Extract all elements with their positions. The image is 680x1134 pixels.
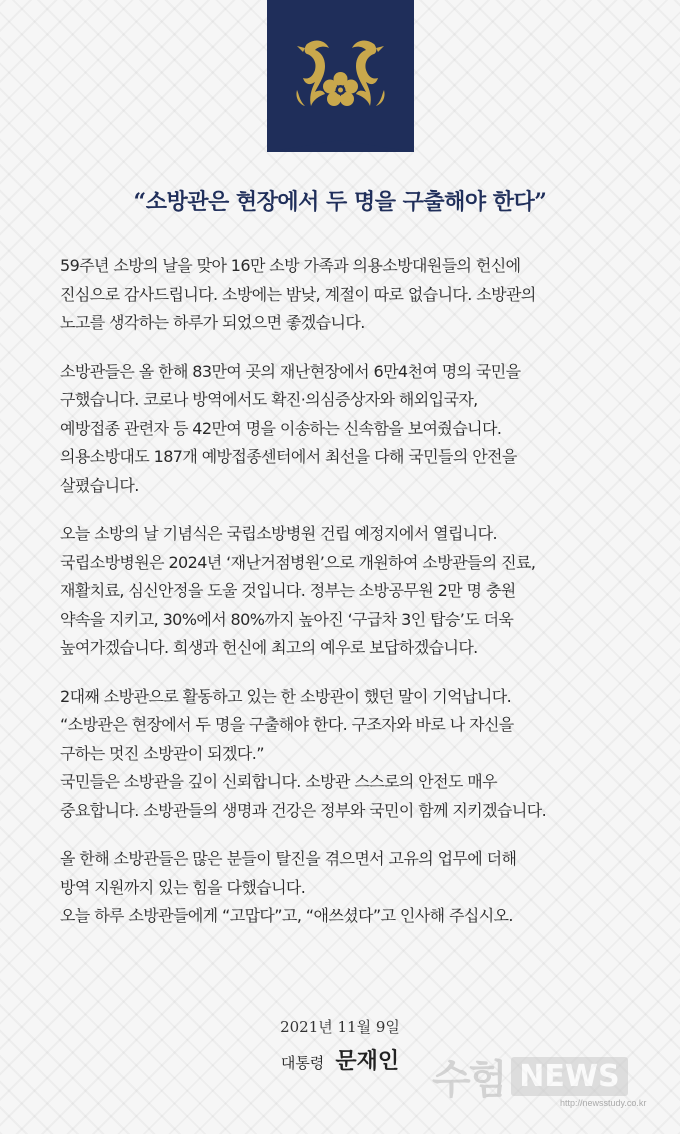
text-line: 재활치료, 심신안정을 도울 것입니다. 정부는 소방공무원 2만 명 충원 xyxy=(60,581,516,600)
text-line: 높여가겠습니다. 희생과 헌신에 최고의 예우로 보답하겠습니다. xyxy=(60,638,478,657)
text-line: 국립소방병원은 2024년 ‘재난거점병원’으로 개원하여 소방관들의 진료, xyxy=(60,552,536,572)
text-line: 소방관들은 올 한해 83만여 곳의 재난현장에서 6만4천여 명의 국민을 xyxy=(60,361,521,381)
text-line: 국민들은 소방관을 깊이 신뢰합니다. 소방관 스스로의 안전도 매우 xyxy=(60,772,498,791)
text-line: 오늘 하루 소방관들에게 “고맙다”고, “애쓰셨다”고 인사해 주십시오. xyxy=(60,906,513,925)
watermark-logo xyxy=(432,1046,628,1106)
watermark-brand-ko: 수험 xyxy=(432,1056,506,1103)
text-line: 올 한해 소방관들은 많은 분들이 탈진을 겪으면서 고유의 업무에 더해 xyxy=(60,849,517,868)
text-line: 구했습니다. 코로나 방역에서도 확진·의심증상자와 해외입국자, xyxy=(60,390,478,409)
presidential-phoenix-emblem-icon xyxy=(267,0,414,152)
text-line: 약속을 지키고, 30%에서 80%까지 높아진 ‘구급차 3인 탑승’도 더욱 xyxy=(60,609,514,629)
text-line: 2대째 소방관으로 활동하고 있는 한 소방관이 했던 말이 기억납니다. xyxy=(60,686,512,706)
paragraph-2 xyxy=(60,358,620,501)
text-line: “소방관은 현장에서 두 명을 구출해야 한다. 구조자와 바로 나 자신을 xyxy=(60,715,514,734)
document-title: “소방관은 현장에서 두 명을 구출해야 한다” xyxy=(133,189,547,215)
text-line: 진심으로 감사드립니다. 소방에는 밤낮, 계절이 따로 없습니다. 소방관의 xyxy=(60,284,536,304)
paragraph-5 xyxy=(60,845,620,931)
paragraph-1 xyxy=(60,252,620,338)
document-date: 2021년 11월 9일 xyxy=(280,1018,400,1036)
text-line: 살폈습니다. xyxy=(60,475,139,495)
text-line: 의용소방대도 187개 예방접종센터에서 최선을 다해 국민들의 안전을 xyxy=(60,447,517,466)
text-line: 방역 지원까지 있는 힘을 다했습니다. xyxy=(60,877,306,897)
paragraph-3 xyxy=(60,520,620,663)
text-line: 예방접종 관련자 등 42만여 명을 이송하는 신속함을 보여줬습니다. xyxy=(60,418,502,438)
watermark-url: http://newsstudy.co.kr xyxy=(560,1098,647,1108)
text-line: 59주년 소방의 날을 맞아 16만 소방 가족과 의용소방대원들의 헌신에 xyxy=(60,256,521,275)
watermark-brand-en: NEWS xyxy=(511,1057,627,1096)
letter-body xyxy=(60,252,620,951)
paragraph-4 xyxy=(60,683,620,826)
signature-name: 문재인 xyxy=(335,1048,400,1074)
text-line: 구하는 멋진 소방관이 되겠다.” xyxy=(60,743,264,763)
text-line: 노고를 생각하는 하루가 되었으면 좋겠습니다. xyxy=(60,313,365,332)
text-line: 오늘 소방의 날 기념식은 국립소방병원 건립 예정지에서 열립니다. xyxy=(60,524,498,543)
signature-role: 대통령 xyxy=(280,1054,325,1072)
text-line: 중요합니다. 소방관들의 생명과 건강은 정부와 국민이 함께 지키겠습니다. xyxy=(60,800,547,820)
